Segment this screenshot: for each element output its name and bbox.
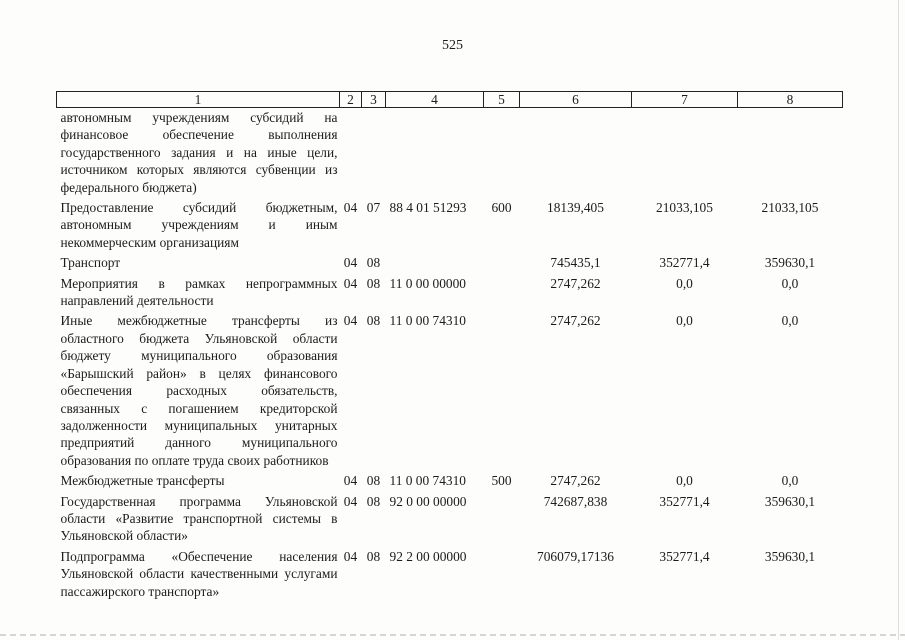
row-section: 04 [343,200,358,216]
row-section: 04 [343,255,358,271]
table-row [57,198,843,253]
table-header [57,92,843,108]
row-subsection: 08 [366,473,381,489]
row-amount-6: 706079,17136 [537,548,614,564]
row-amount-7: 0,0 [676,275,693,291]
row-amount-8: 359630,1 [764,548,816,564]
row-target-code [386,108,484,199]
table-row [57,311,843,471]
row-amount-6: 2747,262 [550,275,601,291]
row-expense-type [484,311,520,471]
row-amount-6: 745435,1 [550,255,601,271]
row-amount-8: 359630,1 [764,255,816,271]
header-row [57,92,843,108]
table-row [57,547,843,602]
header-col-8: 8 [738,92,843,108]
header-col-5: 5 [484,92,520,108]
row-section: 04 [343,275,358,291]
row-amount-7: 0,0 [676,473,693,489]
header-col-4: 4 [386,92,484,108]
row-amount-7: 352771,4 [659,255,710,271]
row-name: Предоставление субсидий бюджетным, автономным учреждениям и иным некоммерческим организациям [60,200,338,250]
table-row [57,274,843,312]
row-amount-6 [520,108,632,199]
row-expense-type [484,274,520,312]
row-section: 04 [343,473,358,489]
row-subsection: 08 [366,255,381,271]
row-amount-6: 2747,262 [550,473,601,489]
row-target-code: 11 0 00 74310 [389,313,466,329]
row-amount-8: 0,0 [781,313,799,329]
row-expense-type [484,547,520,602]
row-target-code: 11 0 00 00000 [389,275,466,291]
row-amount-6: 2747,262 [550,313,601,329]
row-target-code: 88 4 01 51293 [389,200,467,216]
row-name: Подпрограмма «Обеспечение населения Ульяновской области качественными услугами пассажирского транспорта» [60,548,338,599]
row-amount-6: 742687,838 [543,493,608,509]
row-amount-7: 352771,4 [659,493,710,509]
row-expense-type: 500 [491,473,512,489]
row-target-code: 11 0 00 74310 [389,473,466,489]
row-name: автономным учреждениям субсидий на финансовое обеспечение выполнения государственного задания и на иные цели, источником которых являются субвенции из федерального бюджета) [60,110,338,195]
header-col-7: 7 [632,92,738,108]
table-row [57,108,843,199]
header-col-1: 1 [57,92,340,108]
row-expense-type [484,108,520,199]
row-subsection: 08 [366,313,381,329]
table-row [57,492,843,547]
row-amount-8: 0,0 [781,473,799,489]
row-subsection: 08 [366,548,381,564]
header-col-2: 2 [340,92,362,108]
row-subsection: 07 [366,200,381,216]
row-name: Межбюджетные трансферты [60,473,225,489]
row-amount-6: 18139,405 [547,200,604,216]
row-amount-8 [738,108,843,199]
table-body [57,108,843,602]
row-amount-7: 21033,105 [656,200,713,216]
row-subsection: 08 [366,275,381,291]
row-target-code [386,253,484,273]
row-amount-8: 0,0 [781,275,799,291]
scan-edge [898,0,899,640]
row-target-code: 92 2 00 00000 [389,548,467,564]
row-section: 04 [343,493,358,509]
row-expense-type [484,492,520,547]
row-subsection: 08 [366,493,381,509]
row-amount-8: 21033,105 [761,200,819,216]
scan-bottom-edge [0,634,905,636]
row-expense-type [484,253,520,273]
row-amount-7 [632,108,738,199]
row-section [340,108,362,199]
row-section: 04 [343,313,358,329]
row-subsection [362,108,386,199]
row-name: Государственная программа Ульяновской области «Развитие транспортной системы в Ульяновской области» [60,493,338,544]
budget-table-wrapper [56,91,842,602]
row-amount-7: 0,0 [676,313,693,329]
row-amount-8: 359630,1 [764,493,816,509]
row-target-code: 92 0 00 00000 [389,493,467,509]
header-col-3: 3 [362,92,386,108]
table-row [57,471,843,491]
header-col-6: 6 [520,92,632,108]
budget-table [56,91,843,602]
page-number: 525 [442,38,463,53]
row-name: Мероприятия в рамках непрограммных направлений деятельности [60,275,338,309]
table-row [57,253,843,273]
row-amount-7: 352771,4 [659,548,710,564]
row-expense-type: 600 [491,200,512,216]
row-name: Транспорт [60,255,121,271]
row-name: Иные межбюджетные трансферты из областного бюджета Ульяновской области бюджету муниципального образования «Барышский район» в целях финансового обеспечения расходных обязательств, связанных с погашением кредиторской задолженности муниципальных унитарных предприятий данного муниципального образования по оплате труда своих работников [60,313,338,468]
row-section: 04 [343,548,358,564]
